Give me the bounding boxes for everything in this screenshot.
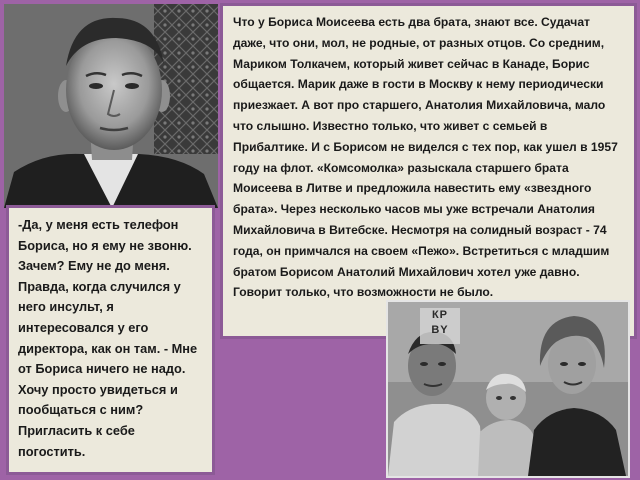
portrait-photo <box>4 4 218 208</box>
article-text-panel <box>220 3 637 339</box>
article-text: Что у Бориса Моисеева есть два брата, знают все. Судачат даже, что они, мол, не родные, от разных отцов. Со средним, Мариком Толкачем, который живет сейчас в Канаде, Борис общается. Марик даже в гости в Москву к нему периодически приезжает. А вот про старшего, Анатолия Михайловича, мало что слышно. Известно только, что живет с семьей в Прибалтике. И с Борисом не виделся с тех пор, как ушел в 1957 году на флот. «Комсомолка» разыскала старшего брата Моисеева в Литве и предложила навестить ему «звездного брата». Через несколько часов мы уже встречали Анатолия Михайловича в Витебске. Несмотря на солидный возраст - 74 года, он примчался на своем «Пежо». Встретиться с младшим братом Борисом Анатолий Михайлович хотел уже давно. Говорит только, что возможности не было. <box>233 15 618 300</box>
quote-panel <box>6 205 215 475</box>
quote-text: -Да, у меня есть телефон Бориса, но я ему не звоню. Зачем? Ему не до меня. Правда, когда случился у него инсульт, я интересовался у его директора, как он там. - Мне от Бориса ничего не надо. Хочу просто увидеться и пообщаться с ним? Пригласить к себе погостить. <box>18 217 198 459</box>
watermark-logo: КР BY <box>420 308 460 344</box>
family-photo <box>386 300 630 478</box>
